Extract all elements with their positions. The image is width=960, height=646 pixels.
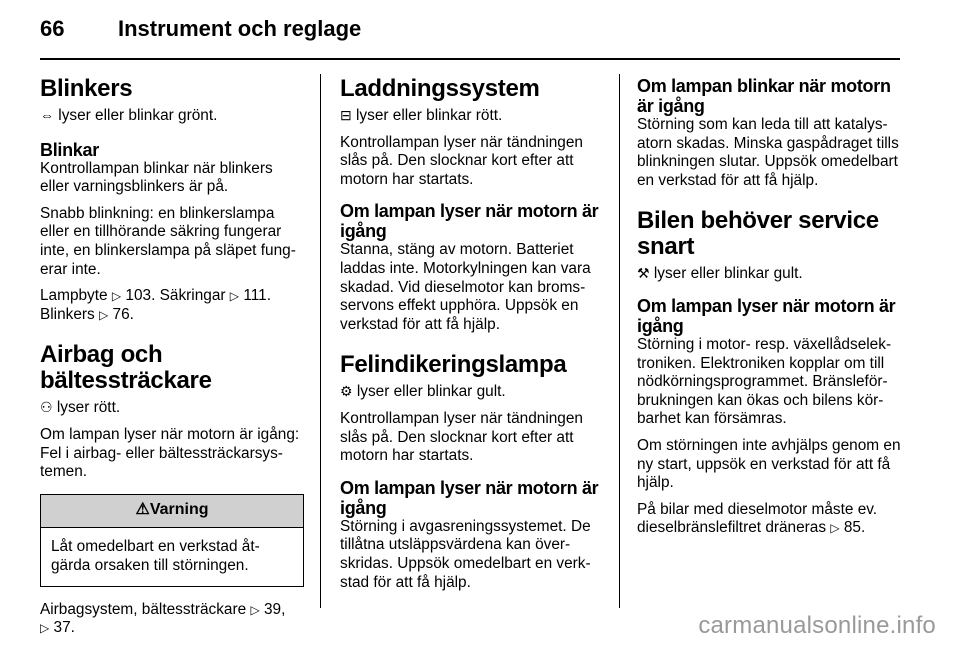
header-rule — [40, 58, 900, 60]
laddning-paragraph — [340, 106, 604, 126]
ref-page[interactable]: 85 — [843, 519, 861, 537]
page-ref-arrow-icon: ▷ — [830, 521, 840, 536]
column-divider-2 — [619, 74, 620, 608]
engine-check-icon: ⚙ — [340, 383, 353, 400]
ref-page[interactable]: 39 — [263, 600, 282, 618]
page-ref-arrow-icon: ▷ — [250, 602, 260, 617]
refs-line-1: Lampbyte ▷ 103. Säkringar ▷ 111. Blinkers ▷ 76. — [40, 287, 271, 323]
service-text: lyser eller blinkar gult. — [653, 265, 803, 283]
column-1 — [40, 76, 304, 646]
warning-triangle-icon: ⚠ — [135, 500, 150, 518]
ref-page[interactable]: 111 — [243, 287, 267, 305]
airbag-icon: ⚇ — [40, 399, 53, 416]
airbag-refs: Airbagsystem, bältessträckare ▷ 39, ▷ 37. — [40, 600, 286, 637]
page-number: 66 — [40, 16, 65, 41]
battery-icon: ⊟ — [340, 107, 352, 123]
watermark: carmanualsonline.info — [698, 612, 936, 639]
airbag-paragraph — [40, 398, 304, 418]
blink-text: Störning som kan leda till att katalysatorn skadas. Minska gaspådraget tills blinkningen slutar. Uppsök omedelbart en verkstad för att få hjälp. — [637, 116, 899, 189]
ref-airbagsystem[interactable]: Airbagsystem, bältessträckare — [40, 600, 247, 618]
blinkers-heading: Blinkers — [40, 75, 133, 102]
laddning-text: lyser eller blinkar rött. — [356, 107, 503, 124]
warning-text: Låt omedelbart en verkstad åtgärda orsaken till störningen. — [51, 538, 260, 574]
column-divider-1 — [320, 74, 321, 608]
blinkers-paragraph — [40, 106, 304, 126]
page-ref-arrow-icon: ▷ — [229, 289, 240, 304]
service-heading: Bilen behöver service snart — [637, 207, 879, 261]
felindikering-text-2: Kontrollampan lyser när tändningen slås på. Den slocknar kort efter att motorn har startats. — [340, 409, 583, 465]
turn-signal-icon: ⇔ — [40, 107, 54, 123]
snabb-text: Snabb blinkning: en blinkerslampa eller en tillhörande säkring fungerar inte, en blinkerslampa på släpet fungerar inte. — [40, 204, 296, 278]
airbag-text-2: Om lampan lyser när motorn är igång: Fel i airbag- eller bältessträckarsystemen. — [40, 425, 300, 481]
blink-subheading: Om lampan blinkar när motorn är igång — [637, 76, 891, 116]
blinkar-heading: Blinkar — [40, 139, 99, 160]
felindikering-paragraph — [340, 382, 604, 402]
service-subheading: Om lampan lyser när motorn är igång — [637, 295, 896, 336]
felindikering-sub-text: Störning i avgasreningssystemet. De tillåtna utsläppsvärdena kan överskridas. Uppsök omedelbart en verkstad för att få hjälp. — [340, 517, 591, 591]
page-ref-arrow-icon: ▷ — [99, 307, 109, 322]
diesel-sentence: På bilar med dieselmotor måste ev. dieselbränslefiltret dräneras — [637, 500, 878, 537]
page-ref-arrow-icon: ▷ — [40, 621, 50, 636]
ref-lampbyte[interactable]: Lampbyte — [40, 287, 108, 305]
warning-body — [41, 528, 303, 585]
ref-blinkers[interactable]: Blinkers — [40, 305, 95, 323]
airbag-heading: Airbag och bältessträckare — [40, 341, 212, 395]
felindikering-subheading: Om lampan lyser när motorn är igång — [340, 477, 599, 518]
warning-title: Varning — [149, 500, 209, 518]
diesel-text: På bilar med dieselmotor måste ev. dieselbränslefiltret dräneras ▷ 85. — [637, 500, 878, 537]
column-3 — [637, 76, 902, 546]
ref-sakringar[interactable]: Säkringar — [159, 287, 226, 305]
service-sub-text: Störning i motor- resp. växellådselektroniken. Elektroniken kopplar om till nödkörningsprogrammet. Bränsleförbrukningen kan ökas och bilens körbarhet kan försämras. — [637, 335, 892, 428]
felindikering-heading: Felindikeringslampa — [340, 351, 567, 379]
warning-header — [41, 495, 303, 529]
page-ref-arrow-icon: ▷ — [111, 289, 122, 304]
laddning-subheading: Om lampan lyser när motorn är igång — [340, 201, 599, 242]
ref-page[interactable]: 76 — [112, 305, 130, 323]
service-paragraph — [637, 264, 902, 284]
page-header — [40, 16, 361, 42]
service-wrench-icon: ⚒ — [637, 265, 650, 282]
laddning-sub-text: Stanna, stäng av motorn. Batteriet laddas inte. Motorkylningen kan vara skadad. Vid dieselmotor kan bromsservons effekt upphöra. Uppsök en verkstad för att få hjälp. — [340, 241, 591, 333]
column-2 — [340, 76, 604, 600]
service-text-2: Om störningen inte avhjälps genom en ny start, uppsök en verkstad för att få hjälp. — [637, 436, 901, 492]
blinkers-text: lyser eller blinkar grönt. — [58, 107, 218, 124]
laddning-heading: Laddningssystem — [340, 75, 540, 102]
airbag-text: lyser rött. — [56, 399, 121, 417]
laddning-text-2: Kontrollampan lyser när tändningen slås på. Den slocknar kort efter att motorn har startats. — [340, 133, 583, 188]
ref-page[interactable]: 103 — [125, 287, 152, 305]
blinkar-text: Kontrollampan blinkar när blinkers eller varningsblinkers är på. — [40, 159, 273, 196]
warning-box — [40, 494, 304, 587]
section-title: Instrument och reglage — [118, 16, 362, 41]
ref-page[interactable]: 37 — [53, 619, 71, 637]
felindikering-text: lyser eller blinkar gult. — [356, 383, 506, 401]
